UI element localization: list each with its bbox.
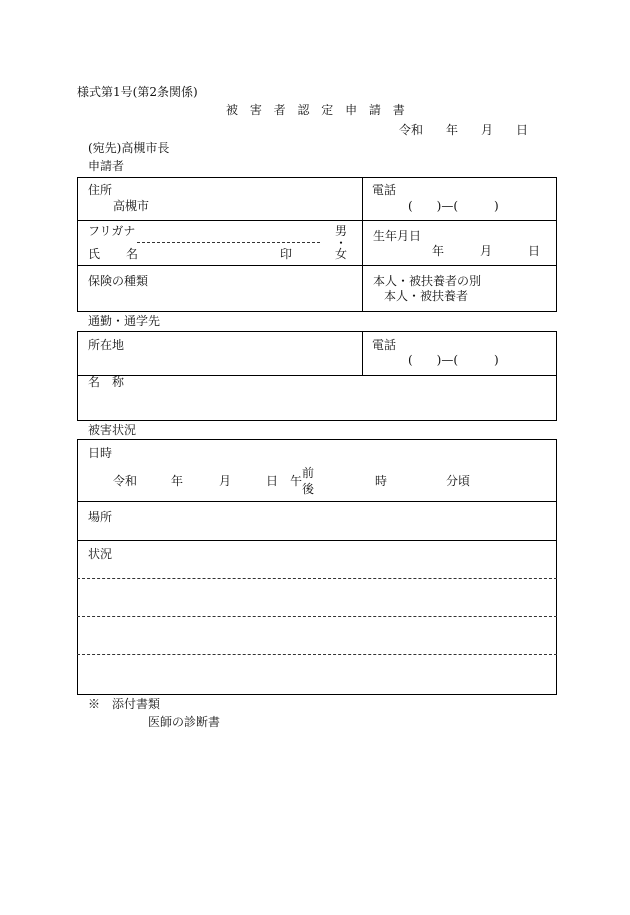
location-label: 所在地 bbox=[88, 338, 125, 352]
damage-am: 前 bbox=[302, 466, 315, 480]
date-month: 月 bbox=[481, 123, 494, 137]
birth-month: 月 bbox=[480, 244, 493, 258]
seal-mark: 印 bbox=[280, 247, 293, 261]
birth-day: 日 bbox=[528, 244, 541, 258]
applicant-row-divider bbox=[77, 220, 557, 221]
situation-label: 状況 bbox=[88, 547, 113, 561]
damage-month: 月 bbox=[219, 474, 232, 488]
gender-female: 女 bbox=[335, 247, 348, 261]
workplace-name-label: 名 称 bbox=[88, 375, 125, 389]
damage-row-divider bbox=[77, 540, 557, 541]
applicant-row-divider bbox=[77, 265, 557, 266]
damage-noon-prefix: 午 bbox=[290, 474, 303, 488]
address-label: 住所 bbox=[88, 183, 113, 197]
relation-options: 本人・被扶養者 bbox=[384, 289, 469, 303]
damage-row-divider bbox=[77, 501, 557, 502]
relation-label: 本人・被扶養者の別 bbox=[373, 274, 482, 288]
applicant-section-label: 申請者 bbox=[88, 159, 125, 173]
damage-year: 年 bbox=[171, 474, 184, 488]
gender-male: 男 bbox=[335, 224, 348, 238]
name-label-second: 名 bbox=[126, 247, 139, 261]
form-number: 様式第1号(第2条関係) bbox=[77, 85, 198, 99]
workplace-phone-label: 電話 bbox=[372, 338, 397, 352]
applicant-phone-format: ( )—( ) bbox=[408, 199, 499, 213]
date-year: 年 bbox=[446, 123, 459, 137]
situation-dashed-line bbox=[77, 616, 557, 617]
workplace-row-divider bbox=[77, 375, 557, 376]
attachment-item: 医師の診断書 bbox=[148, 715, 221, 729]
damage-pm: 後 bbox=[302, 482, 315, 496]
damage-day: 日 bbox=[266, 474, 279, 488]
damage-minute: 分頃 bbox=[446, 474, 471, 488]
situation-dashed-line bbox=[77, 578, 557, 579]
birth-year: 年 bbox=[432, 244, 445, 258]
page-title: 被 害 者 認 定 申 請 書 bbox=[226, 103, 409, 117]
gender-separator: ・ bbox=[335, 236, 348, 250]
place-label: 場所 bbox=[88, 510, 113, 524]
applicant-phone-label: 電話 bbox=[372, 183, 397, 197]
damage-era: 令和 bbox=[113, 474, 138, 488]
workplace-column-divider bbox=[362, 331, 363, 375]
workplace-section-label: 通勤・通学先 bbox=[88, 314, 161, 328]
furigana-dashed-line bbox=[137, 242, 320, 243]
datetime-label: 日時 bbox=[88, 446, 113, 460]
damage-table bbox=[77, 439, 557, 695]
addressee: (宛先)高槻市長 bbox=[88, 141, 170, 155]
workplace-table bbox=[77, 331, 557, 421]
furigana-label: フリガナ bbox=[88, 224, 136, 238]
workplace-phone-format: ( )—( ) bbox=[408, 353, 499, 367]
date-era: 令和 bbox=[399, 123, 424, 137]
attachments-label: ※ 添付書類 bbox=[88, 697, 161, 711]
damage-section-label: 被害状況 bbox=[88, 423, 137, 437]
situation-dashed-line bbox=[77, 654, 557, 655]
applicant-column-divider bbox=[362, 177, 363, 312]
address-value: 高槻市 bbox=[113, 199, 150, 213]
damage-hour: 時 bbox=[375, 474, 388, 488]
date-day: 日 bbox=[516, 123, 529, 137]
birthdate-label: 生年月日 bbox=[373, 229, 422, 243]
name-label-first: 氏 bbox=[88, 247, 101, 261]
insurance-label: 保険の種類 bbox=[88, 274, 149, 288]
